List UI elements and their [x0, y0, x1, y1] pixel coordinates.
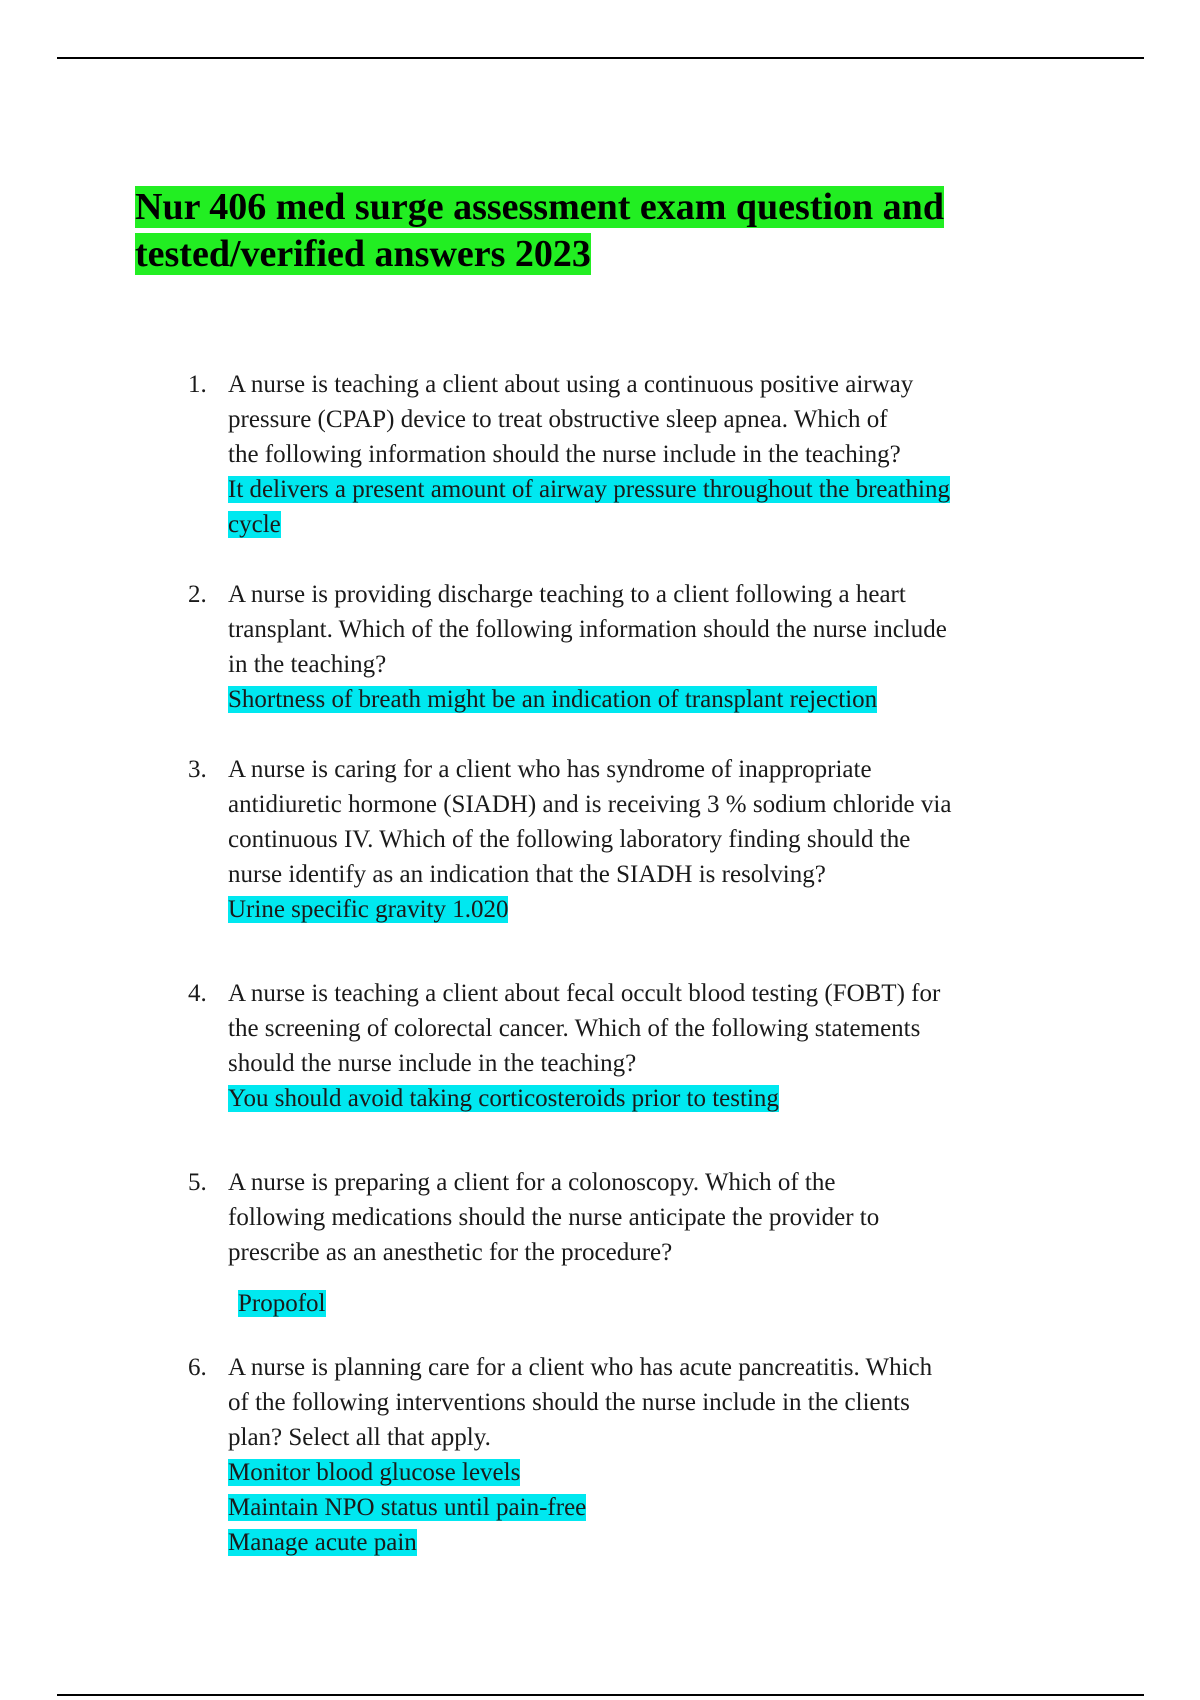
question-number: 1. — [188, 371, 207, 398]
question-number: 5. — [188, 1169, 207, 1196]
question-text-line: pressure (CPAP) device to treat obstructive sleep apnea. Which of — [228, 406, 888, 433]
question-text-line: should the nurse include in the teaching? — [228, 1050, 637, 1077]
answer-line — [228, 1286, 1068, 1321]
question-item — [188, 1350, 1068, 1560]
question-number: 3. — [188, 756, 207, 783]
question-text-line: A nurse is caring for a client who has syndrome of inappropriate — [228, 756, 872, 783]
question-text-line: prescribe as an anesthetic for the procedure? — [228, 1239, 673, 1266]
top-rule — [57, 57, 1144, 59]
answer-line — [228, 1455, 1068, 1490]
question-text-line: transplant. Which of the following information should the nurse include — [228, 616, 947, 643]
question-text-line: in the teaching? — [228, 651, 387, 678]
question-text-line: A nurse is preparing a client for a colonoscopy. Which of the — [228, 1169, 836, 1196]
answer-highlight: Maintain NPO status until pain-free — [228, 1494, 587, 1521]
question-number: 6. — [188, 1354, 207, 1381]
answer-highlight: Shortness of breath might be an indication of transplant rejection — [228, 686, 878, 713]
question-text-line: antidiuretic hormone (SIADH) and is receiving 3 % sodium chloride via — [228, 791, 952, 818]
title-line-2: tested/verified answers 2023 — [135, 233, 591, 275]
question-text-line: A nurse is teaching a client about fecal occult blood testing (FOBT) for — [228, 980, 941, 1007]
document-title — [135, 184, 1035, 278]
answer-highlight: Manage acute pain — [228, 1529, 417, 1556]
question-item — [188, 577, 1068, 717]
answer-highlight: You should avoid taking corticosteroids prior to testing — [228, 1085, 779, 1112]
question-number: 4. — [188, 980, 207, 1007]
answer-highlight: Monitor blood glucose levels — [228, 1459, 521, 1486]
bottom-rule — [57, 1694, 1144, 1696]
question-text-line: the following information should the nurse include in the teaching? — [228, 441, 901, 468]
question-number: 2. — [188, 581, 207, 608]
question-text-line: the screening of colorectal cancer. Which of the following statements — [228, 1015, 921, 1042]
question-text-line: following medications should the nurse anticipate the provider to — [228, 1204, 880, 1231]
question-text-line: continuous IV. Which of the following laboratory finding should the — [228, 826, 911, 853]
answer-line — [228, 472, 1068, 507]
question-item — [188, 1165, 1068, 1321]
answer-highlight: Propofol — [238, 1290, 326, 1317]
title-line-1: Nur 406 med surge assessment exam question and — [135, 186, 944, 228]
answer-line — [228, 1490, 1068, 1525]
question-text-line: of the following interventions should the nurse include in the clients — [228, 1389, 910, 1416]
answer-line — [228, 1081, 1068, 1116]
answer-highlight: Urine specific gravity 1.020 — [228, 896, 509, 923]
question-text-line: plan? Select all that apply. — [228, 1424, 491, 1451]
answer-highlight: cycle — [228, 511, 281, 538]
question-text-line: nurse identify as an indication that the SIADH is resolving? — [228, 861, 826, 888]
answer-line — [228, 507, 1068, 542]
answer-line — [228, 892, 1068, 927]
question-item — [188, 976, 1068, 1116]
question-item — [188, 752, 1068, 927]
question-text-line: A nurse is providing discharge teaching to a client following a heart — [228, 581, 906, 608]
question-text-line: A nurse is teaching a client about using a continuous positive airway — [228, 371, 914, 398]
question-text-line: A nurse is planning care for a client who has acute pancreatitis. Which — [228, 1354, 933, 1381]
answer-line — [228, 1525, 1068, 1560]
answer-line — [228, 682, 1068, 717]
answer-highlight: It delivers a present amount of airway pressure throughout the breathing — [228, 476, 950, 503]
question-item — [188, 367, 1068, 542]
